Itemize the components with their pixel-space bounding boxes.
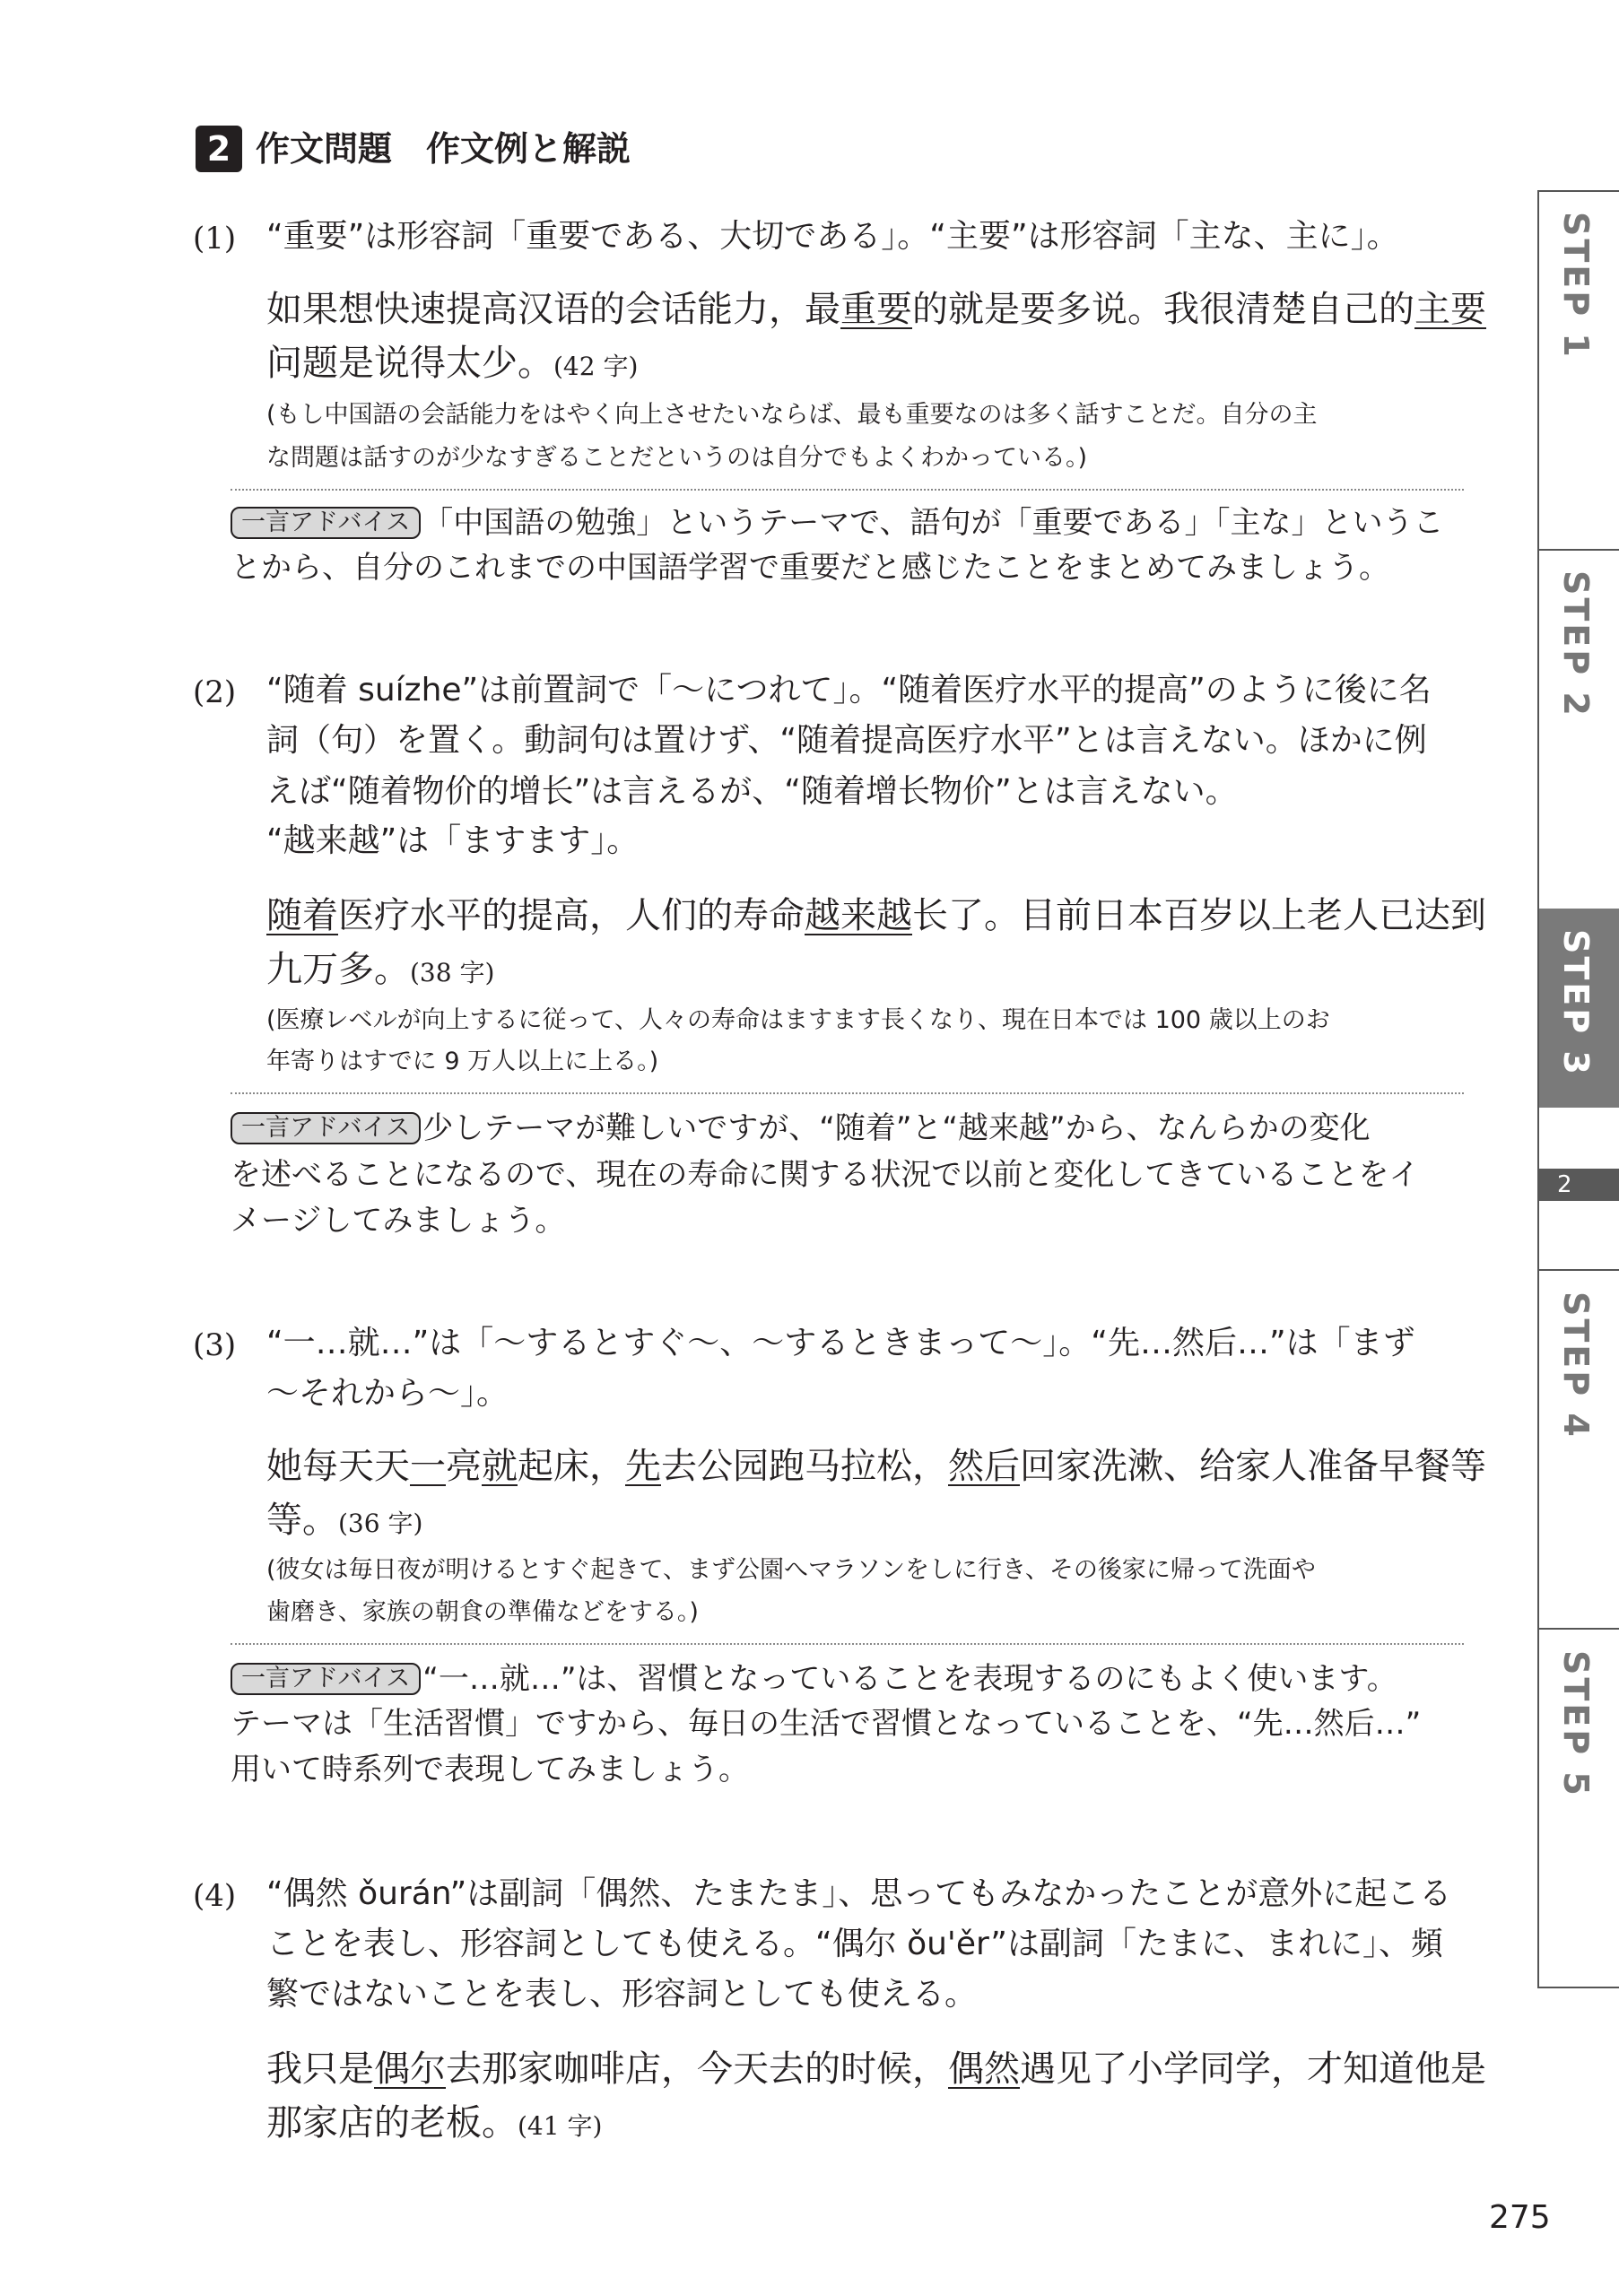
explanation-line: ～それから～」。 bbox=[266, 1375, 509, 1412]
example-sentence: 九万多。(38 字) bbox=[266, 949, 495, 990]
char-count: (41 字) bbox=[518, 2111, 603, 2141]
advice-line: 一言アドバイス 「中国語の勉強」というテーマで、語句が「重要である」「主な」というこ bbox=[231, 505, 1444, 541]
step-tab-5: STEP 5 bbox=[1556, 1650, 1596, 1798]
example-sentence: 她每天天一亮就起床，先去公园跑马拉松，然后回家洗漱、给家人准备早餐等 bbox=[266, 1446, 1486, 1487]
translation-line: 歯磨き、家族の朝食の準備などをする。) bbox=[266, 1598, 699, 1626]
divider bbox=[231, 1092, 1464, 1094]
section-number-badge: 2 bbox=[196, 126, 242, 172]
example-sentence: 随着医疗水平的提高，人们的寿命越来越长了。目前日本百岁以上老人已达到 bbox=[266, 895, 1486, 936]
explanation-line: えば“随着物价的增长”は言えるが、“随着增长物价”とは言えない。 bbox=[266, 773, 1238, 810]
explanation-line: “一…就…”は「～するとすぐ～、～するときまって～」。“先…然后…”は「まず bbox=[266, 1325, 1415, 1361]
step-tab-2: STEP 2 bbox=[1556, 570, 1596, 718]
question-number: (3) bbox=[193, 1327, 237, 1363]
translation-line: 年寄りはすでに 9 万人以上に上る。) bbox=[266, 1048, 659, 1075]
example-sentence: 那家店的老板。(41 字) bbox=[266, 2102, 603, 2144]
page-number: 275 bbox=[1489, 2199, 1551, 2236]
step-tab-divider bbox=[1537, 549, 1619, 551]
step-tab-divider bbox=[1537, 190, 1619, 192]
advice-line: 用いて時系列で表現してみましょう。 bbox=[231, 1752, 749, 1787]
step-tab-divider bbox=[1537, 1628, 1619, 1630]
advice-line: 一言アドバイス 少しテーマが難しいですが、“随着”と“越来越”から、なんらかの変化 bbox=[231, 1110, 1371, 1146]
translation-line: (彼女は毎日夜が明けるとすぐ起きて、まず公園へマラソンをしに行き、その後家に帰って洗面や bbox=[266, 1556, 1316, 1584]
sub-section-tab: 2 bbox=[1539, 1169, 1619, 1201]
example-sentence: 等。(36 字) bbox=[266, 1500, 423, 1541]
explanation-line: 詞（句）を置く。動詞句は置けず、“随着提高医疗水平”とは言えない。ほかに例 bbox=[266, 722, 1427, 759]
explanation-line: ことを表し、形容詞としても使える。“偶尔 ǒu'ěr”は副詞「たまに、まれに」、頻 bbox=[266, 1926, 1443, 1962]
example-sentence: 如果想快速提高汉语的会话能力，最重要的就是要多说。我很清楚自己的主要 bbox=[266, 289, 1486, 330]
step-tab-4: STEP 4 bbox=[1556, 1292, 1596, 1439]
question-number: (2) bbox=[193, 674, 237, 710]
example-sentence: 问题是说得太少。(42 字) bbox=[266, 343, 639, 384]
step-tab-1: STEP 1 bbox=[1556, 212, 1596, 360]
advice-badge: 一言アドバイス bbox=[231, 507, 421, 539]
advice-badge: 一言アドバイス bbox=[231, 1663, 421, 1695]
explanation-line: 繁ではないことを表し、形容詞としても使える。 bbox=[266, 1976, 978, 2013]
char-count: (36 字) bbox=[338, 1509, 423, 1538]
question-number: (4) bbox=[193, 1878, 237, 1914]
translation-line: (医療レベルが向上するに従って、人々の寿命はますます長くなり、現在日本では 100 歳以上のお bbox=[266, 1006, 1330, 1034]
section-title: 作文問題 作文例と解説 bbox=[256, 129, 631, 169]
explanation-line: “偶然 ǒurán”は副詞「偶然、たまたま」、思ってもみなかったことが意外に起こる bbox=[266, 1875, 1452, 1912]
example-sentence: 我只是偶尔去那家咖啡店，今天去的时候，偶然遇见了小学同学，才知道他是 bbox=[266, 2048, 1486, 2090]
advice-line: とから、自分のこれまでの中国語学習で重要だと感じたことをまとめてみましょう。 bbox=[231, 550, 1389, 586]
step-tab-divider bbox=[1537, 1269, 1619, 1271]
step-tab-3: STEP 3 bbox=[1556, 929, 1596, 1077]
translation-line: (もし中国語の会話能力をはやく向上させたいならば、最も重要なのは多く話すことだ。自分の主 bbox=[266, 401, 1318, 429]
char-count: (42 字) bbox=[553, 352, 639, 381]
advice-line: テーマは「生活習慣」ですから、毎日の生活で習慣となっていることを、“先…然后…” bbox=[231, 1706, 1422, 1742]
divider bbox=[231, 489, 1464, 491]
divider bbox=[231, 1643, 1464, 1645]
char-count: (38 字) bbox=[410, 958, 495, 987]
step-tab-divider bbox=[1537, 1987, 1619, 1988]
advice-badge: 一言アドバイス bbox=[231, 1112, 421, 1144]
translation-line: な問題は話すのが少なすぎることだというのは自分でもよくわかっている。) bbox=[266, 444, 1088, 472]
explanation-line: “越来越”は「ますます」。 bbox=[266, 822, 640, 859]
question-number: (1) bbox=[193, 221, 237, 257]
advice-line: 一言アドバイス “一…就…”は、習慣となっていることを表現するのにもよく使います。 bbox=[231, 1661, 1397, 1697]
advice-line: を述べることになるので、現在の寿命に関する状況で以前と変化してきていることをイ bbox=[231, 1157, 1420, 1193]
advice-line: メージしてみましょう。 bbox=[231, 1203, 566, 1239]
explanation-line: “重要”は形容詞「重要である、大切である」。“主要”は形容詞「主な、主に」。 bbox=[266, 218, 1399, 255]
explanation-line: “随着 suízhe”は前置詞で「～につれて」。“随着医疗水平的提高”のように後に名 bbox=[266, 672, 1432, 709]
